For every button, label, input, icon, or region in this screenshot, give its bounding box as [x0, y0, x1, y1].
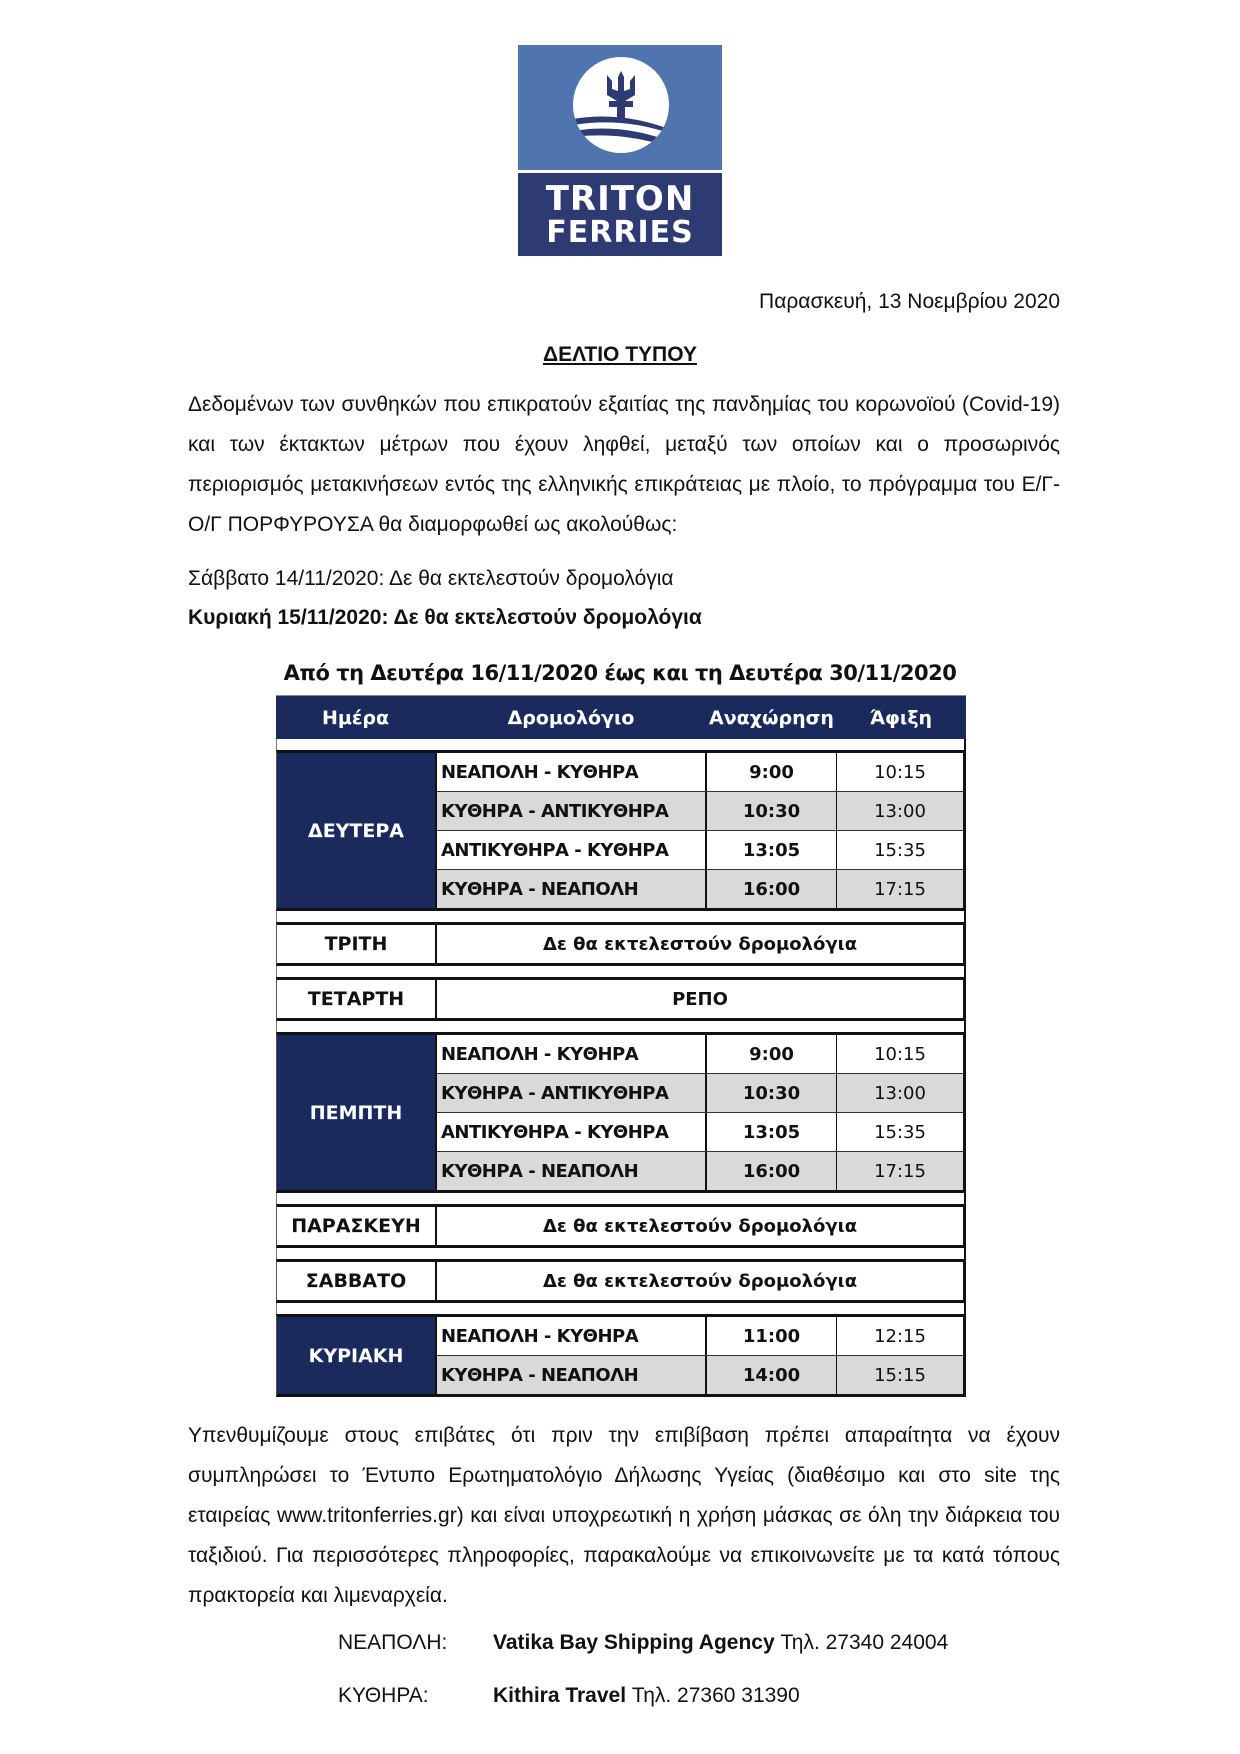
route-cell: ΝΕΑΠΟΛΗ - ΚΥΘΗΡΑ — [437, 753, 707, 791]
logo-text-triton: TRITON — [545, 179, 695, 219]
route-cell: ΚΥΘΗΡΑ - ΑΝΤΙΚΥΘΗΡΑ — [437, 792, 707, 830]
logo-bottom-panel — [518, 173, 722, 256]
table-row — [437, 1073, 963, 1112]
table-row — [437, 1317, 963, 1355]
departure-cell: 9:00 — [707, 1035, 837, 1073]
header-departure: Αναχώρηση — [709, 706, 834, 729]
row-spacer — [276, 1021, 966, 1032]
contact-phone: Τηλ. 27340 24004 — [780, 1631, 949, 1654]
route-cell: ΚΥΘΗΡΑ - ΑΝΤΙΚΥΘΗΡΑ — [437, 1074, 707, 1112]
day-block — [276, 1032, 966, 1193]
contact-place: ΝΕΑΠΟΛΗ: — [338, 1631, 448, 1654]
arrival-cell: 13:00 — [874, 1082, 926, 1104]
arrival-cell: 12:15 — [874, 1325, 926, 1347]
arrival-cell: 15:15 — [874, 1364, 926, 1386]
day-label: ΣΑΒΒΑΤΟ — [277, 1262, 437, 1300]
header-arrival: Άφιξη — [869, 706, 933, 729]
day-label: ΤΕΤΑΡΤΗ — [277, 980, 437, 1018]
arrival-cell: 17:15 — [874, 878, 926, 900]
route-cell: ΚΥΘΗΡΑ - ΝΕΑΠΟΛΗ — [437, 870, 707, 908]
table-row — [437, 830, 963, 869]
header-route: Δρομολόγιο — [507, 706, 635, 729]
triton-ferries-logo — [518, 45, 722, 256]
row-spacer — [276, 1303, 966, 1314]
arrival-cell: 13:00 — [874, 800, 926, 822]
contact-agency: Vatika Bay Shipping Agency — [493, 1631, 775, 1654]
sunday-notice: Κυριακή 15/11/2020: Δε θα εκτελεστούν δρομολόγια — [188, 606, 702, 629]
day-block — [276, 1204, 966, 1248]
document-title: ΔΕΛΤΙΟ ΤΥΠΟΥ — [543, 343, 697, 366]
saturday-notice: Σάββατο 14/11/2020: Δε θα εκτελεστούν δρομολόγια — [188, 567, 674, 590]
day-block — [276, 1314, 966, 1397]
row-spacer — [276, 1248, 966, 1259]
row-spacer — [276, 739, 966, 750]
route-cell: ΑΝΤΙΚΥΘΗΡΑ - ΚΥΘΗΡΑ — [437, 831, 707, 869]
logo-text-ferries: FERRIES — [546, 215, 694, 250]
table-row — [437, 1112, 963, 1151]
intro-paragraph: Δεδομένων των συνθηκών που επικρατούν εξαιτίας της πανδημίας του κορωνοϊού (Covid-19) και των έκτακτων μέτρων που έχουν ληφθεί, μεταξύ των οποίων και ο προσωρινός περιορισμός μετακινήσεων εντός της ελληνικής επικράτειας με πλοίο, το πρόγραμμα του Ε/Γ-Ο/Γ ΠΟΡΦΥΡΟΥΣΑ θα διαμορφωθεί ως ακολούθως: — [188, 393, 1060, 536]
table-row — [437, 869, 963, 908]
day-label: ΠΕΜΠΤΗ — [277, 1035, 437, 1190]
day-note: Δε θα εκτελεστούν δρομολόγια — [542, 1215, 858, 1237]
day-block — [276, 750, 966, 911]
arrival-cell: 15:35 — [874, 839, 926, 861]
departure-cell: 9:00 — [707, 753, 837, 791]
departure-cell: 13:05 — [707, 831, 837, 869]
contact-place: ΚΥΘΗΡΑ: — [338, 1684, 429, 1707]
departure-cell: 10:30 — [707, 792, 837, 830]
departure-cell: 16:00 — [707, 870, 837, 908]
departure-cell: 16:00 — [707, 1152, 837, 1190]
route-cell: ΚΥΘΗΡΑ - ΝΕΑΠΟΛΗ — [437, 1356, 707, 1394]
footer-paragraph: Υπενθυμίζουμε στους επιβάτες ότι πριν την επιβίβαση πρέπει απαραίτητα να έχουν συμπληρώσει το Έντυπο Ερωτηματολόγιο Δήλωσης Υγείας (διαθέσιμο και στο site της εταιρείας www.tritonferries.gr) και είναι υποχρεωτική η χρήση μάσκας σε όλη την διάρκεια του ταξιδιού. Για περισσότερες πληροφορίες, παρακαλούμε να επικοινωνείτε με τα κατά τόπους πρακτορεία και λιμεναρχεία. — [188, 1424, 1060, 1607]
day-block — [276, 922, 966, 966]
day-note: Δε θα εκτελεστούν δρομολόγια — [542, 933, 858, 955]
day-label: ΔΕΥΤΕΡΑ — [277, 753, 437, 908]
trident-emblem-icon — [573, 57, 669, 153]
day-label: ΠΑΡΑΣΚΕΥΗ — [277, 1207, 437, 1245]
table-body — [276, 739, 966, 1397]
route-cell: ΚΥΘΗΡΑ - ΝΕΑΠΟΛΗ — [437, 1152, 707, 1190]
route-cell: ΝΕΑΠΟΛΗ - ΚΥΘΗΡΑ — [437, 1035, 707, 1073]
arrival-cell: 15:35 — [874, 1121, 926, 1143]
day-note: Δε θα εκτελεστούν δρομολόγια — [542, 1270, 858, 1292]
header-day: Ημέρα — [321, 706, 390, 729]
table-row — [437, 753, 963, 791]
contact-agency: Kithira Travel — [493, 1684, 627, 1707]
arrival-cell: 10:15 — [874, 761, 926, 783]
table-row — [437, 1035, 963, 1073]
table-row — [437, 1355, 963, 1394]
departure-cell: 13:05 — [707, 1113, 837, 1151]
day-label: ΤΡΙΤΗ — [277, 925, 437, 963]
departure-cell: 10:30 — [707, 1074, 837, 1112]
departure-cell: 14:00 — [707, 1356, 837, 1394]
row-spacer — [276, 966, 966, 977]
row-spacer — [276, 1193, 966, 1204]
logo-top-panel — [518, 45, 722, 170]
route-cell: ΝΕΑΠΟΛΗ - ΚΥΘΗΡΑ — [437, 1317, 707, 1355]
schedule-table — [276, 695, 966, 1397]
arrival-cell: 17:15 — [874, 1160, 926, 1182]
route-cell: ΑΝΤΙΚΥΘΗΡΑ - ΚΥΘΗΡΑ — [437, 1113, 707, 1151]
schedule-caption: Από τη Δευτέρα 16/11/2020 έως και τη Δευτέρα 30/11/2020 — [283, 661, 957, 685]
day-label: ΚΥΡΙΑΚΗ — [277, 1317, 437, 1394]
document-date: Παρασκευή, 13 Νοεμβρίου 2020 — [759, 290, 1060, 313]
table-header — [276, 695, 966, 739]
contact-phone: Τηλ. 27360 31390 — [631, 1684, 800, 1707]
table-row — [437, 791, 963, 830]
departure-cell: 11:00 — [707, 1317, 837, 1355]
day-note: ΡΕΠΟ — [672, 988, 728, 1010]
day-block — [276, 1259, 966, 1303]
table-row — [437, 1151, 963, 1190]
arrival-cell: 10:15 — [874, 1043, 926, 1065]
day-block — [276, 977, 966, 1021]
row-spacer — [276, 911, 966, 922]
